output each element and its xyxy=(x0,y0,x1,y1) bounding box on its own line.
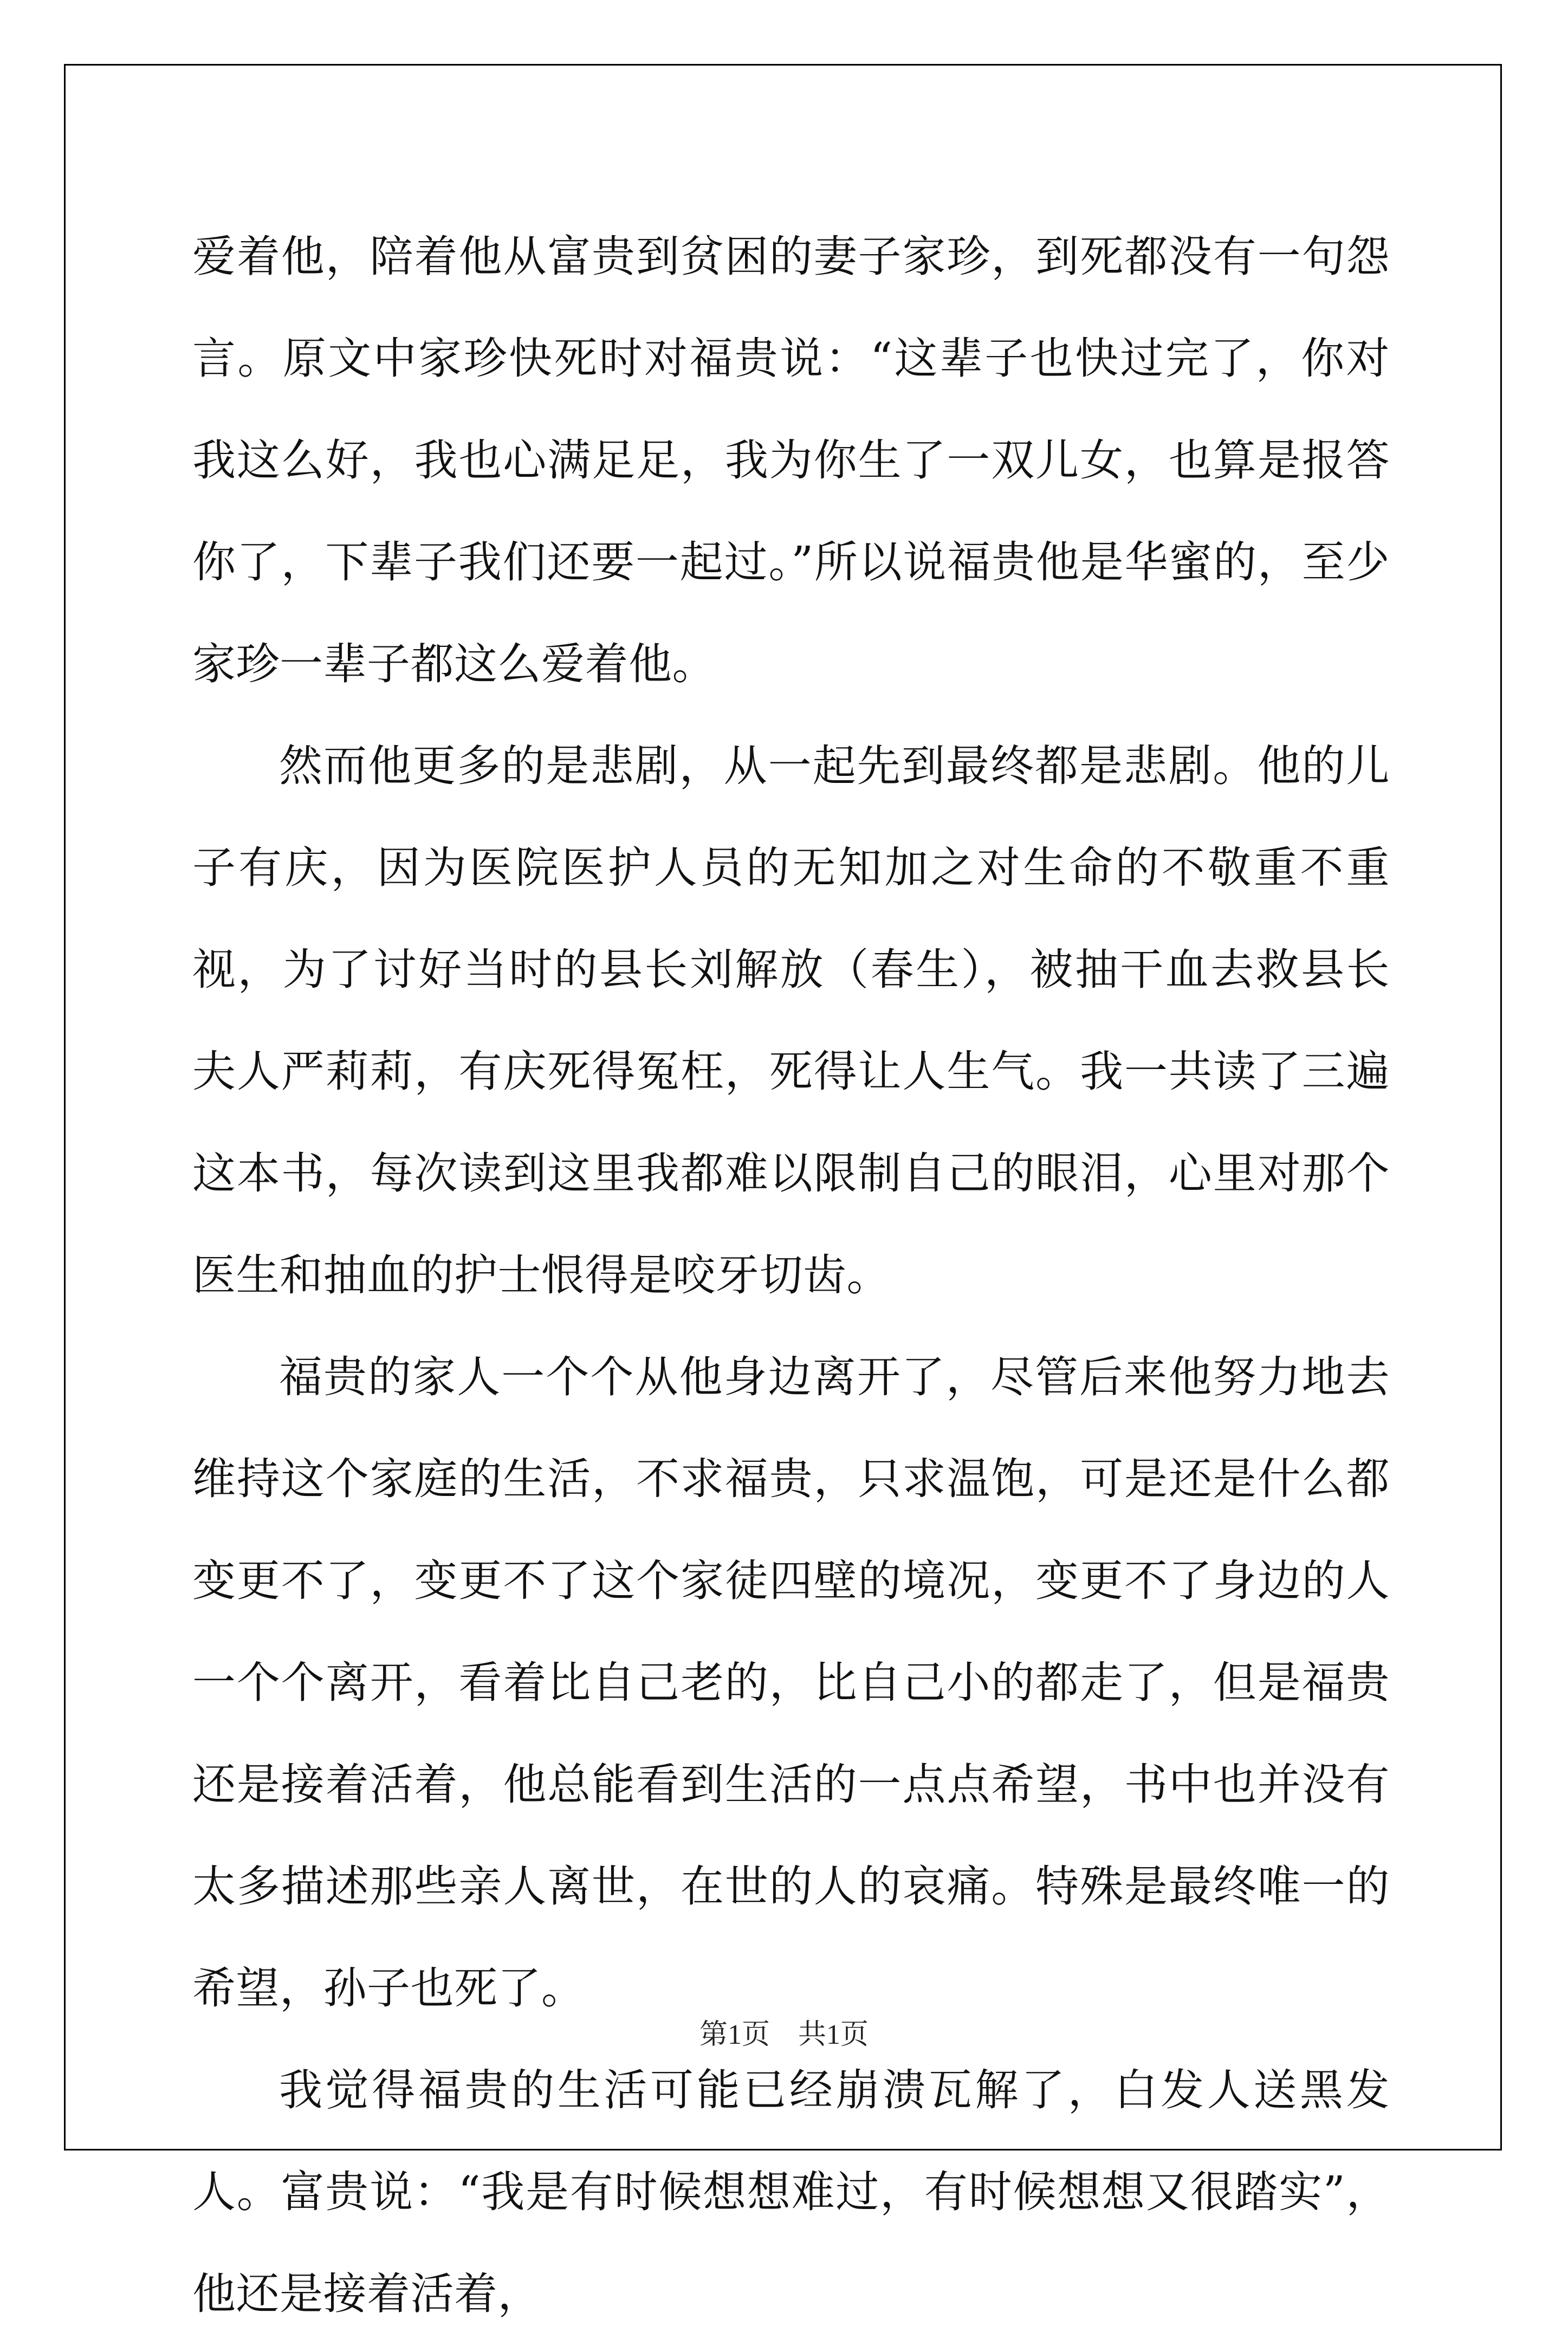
paragraph-1: 爱着他，陪着他从富贵到贫困的妻子家珍，到死都没有一句怨言。原文中家珍快死时对福贵说：“这辈子也快过完了，你对我这么好，我也心满足足，我为你生了一双儿女，也算是报答你了，下辈子我们还要一起过。”所以说福贵他是华蜜的，至少家珍一辈子都这么爱着他。 xyxy=(192,231,1390,689)
paragraph-4: 我觉得福贵的生活可能已经崩溃瓦解了，白发人送黑发人。富贵说：“我是有时候想想难过，有时候想想又很踏实”，他还是接着活着， xyxy=(192,2065,1390,2319)
paragraph-3: 福贵的家人一个个从他身边离开了，尽管后来他努力地去维持这个家庭的生活，不求福贵，只求温饱，可是还是什么都变更不了，变更不了这个家徒四壁的境况，变更不了身边的人一个个离开，看着比自己老的，比自己小的都走了，但是福贵还是接着活着，他总能看到生活的一点点希望，书中也并没有太多描述那些亲人离世，在世的人的哀痛。特殊是最终唯一的希望，孙子也死了。 xyxy=(192,1352,1390,2013)
page-footer: 第1页 共1页 xyxy=(699,2019,869,2050)
paragraph-2: 然而他更多的是悲剧，从一起先到最终都是悲剧。他的儿子有庆，因为医院医护人员的无知加之对生命的不敬重不重视，为了讨好当时的县长刘解放（春生），被抽干血去救县长夫人严莉莉，有庆死得冤枉，死得让人生气。我一共读了三遍这本书，每次读到这里我都难以限制自己的眼泪，心里对那个医生和抽血的护士恨得是咬牙切齿。 xyxy=(192,741,1390,1300)
